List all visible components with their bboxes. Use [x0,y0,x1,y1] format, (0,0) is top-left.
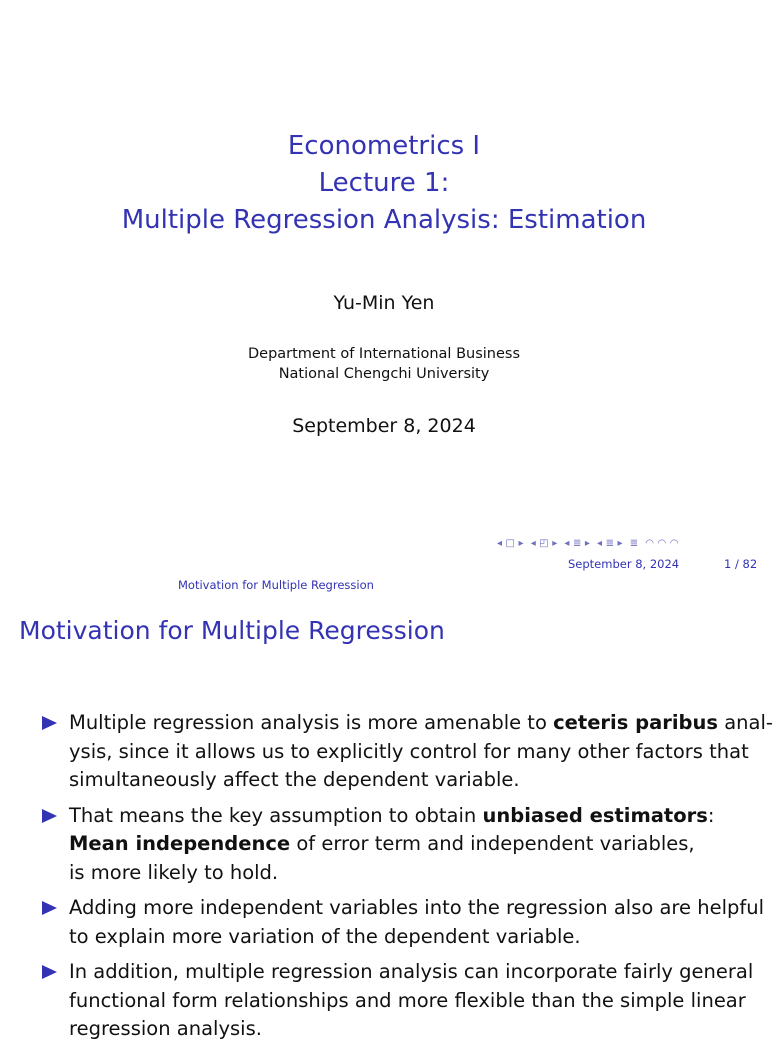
nav-prev-subsection-icon[interactable]: ◂ [564,538,570,549]
bullet-list [40,709,773,1051]
bullet-line: simultaneously affect the dependent variable. [69,768,520,791]
affiliation [0,344,768,384]
bullet-bold-term: unbiased estimators [482,803,708,827]
presentation-date: September 8, 2024 [292,415,476,437]
nav-subsection-icon[interactable]: ≣ [572,538,582,549]
title-line-course: Econometrics I [287,131,481,161]
nav-search-icon[interactable]: ◠ [657,538,667,549]
bullet-triangle-icon [42,716,57,730]
bullet-line: to explain more variation of the dependent variable. [69,924,581,948]
footer-date: September 8, 2024 [568,557,680,571]
footer-page-number: 1 / 82 [724,557,758,571]
title-line-lecture: Lecture 1: [318,168,450,198]
nav-prev-section-icon[interactable]: ◂ [597,538,603,549]
bullet-text: That means the key assumption to obtain [69,803,477,827]
bullet-line [69,802,746,831]
nav-next-subsection-icon[interactable]: ▸ [584,538,591,549]
list-item [40,894,765,951]
bullet-line: In addition, multiple regression analysis can incorporate fairly general [69,960,754,983]
affiliation-department: Department of International Business [247,346,521,362]
bullet-triangle-icon [42,901,57,915]
nav-section-icon[interactable]: ≣ [605,538,615,549]
motivation-slide [0,576,773,1040]
list-item [40,802,746,888]
nav-frame-icon[interactable]: ◰ [539,538,550,549]
nav-document-icon[interactable]: ≣ [629,538,639,549]
bullet-bold-term: ceteris paribus [553,711,718,734]
nav-back-icon[interactable]: ◠ [645,538,655,549]
bullet-triangle-icon [42,809,57,823]
bullet-triangle-icon [42,965,57,979]
bullet-text: Multiple regression analysis is more amenable to [69,711,547,734]
nav-next-frame-icon[interactable]: ▸ [552,538,558,549]
section-header: Motivation for Multiple Regression [178,578,374,592]
bullet-line: regression analysis. [69,1017,262,1040]
list-item [40,709,773,795]
bullet-line: functional form relationships and more flexible than the simple linear [69,988,746,1012]
bullet-line: is more likely to hold. [69,860,279,884]
bullet-text: anal- [724,711,773,734]
bullet-line: ysis, since it allows us to explicitly control for many other factors that [69,739,749,763]
bullet-text: : [707,803,715,827]
author-name: Yu-Min Yen [333,292,435,314]
beamer-navigation-bar [497,538,682,549]
nav-forward-icon[interactable]: ◠ [669,538,679,549]
affiliation-university: National Chengchi University [278,366,490,382]
nav-next-page-icon[interactable]: ▸ [518,538,525,549]
nav-page-icon[interactable]: □ [505,538,516,549]
presentation-title [0,128,768,239]
bullet-line [69,709,773,738]
bullet-line [69,830,746,859]
nav-next-section-icon[interactable]: ▸ [617,538,623,549]
bullet-line: Adding more independent variables into the regression also are helpful [69,896,765,919]
bullet-text: of error term and independent variables, [296,832,695,855]
title-line-topic: Multiple Regression Analysis: Estimation [121,205,647,235]
nav-prev-page-icon[interactable]: ◂ [497,538,503,549]
frame-title: Motivation for Multiple Regression [19,616,445,645]
nav-prev-frame-icon[interactable]: ◂ [530,538,537,549]
list-item [40,958,754,1044]
bullet-bold-term: Mean independence [69,832,291,855]
